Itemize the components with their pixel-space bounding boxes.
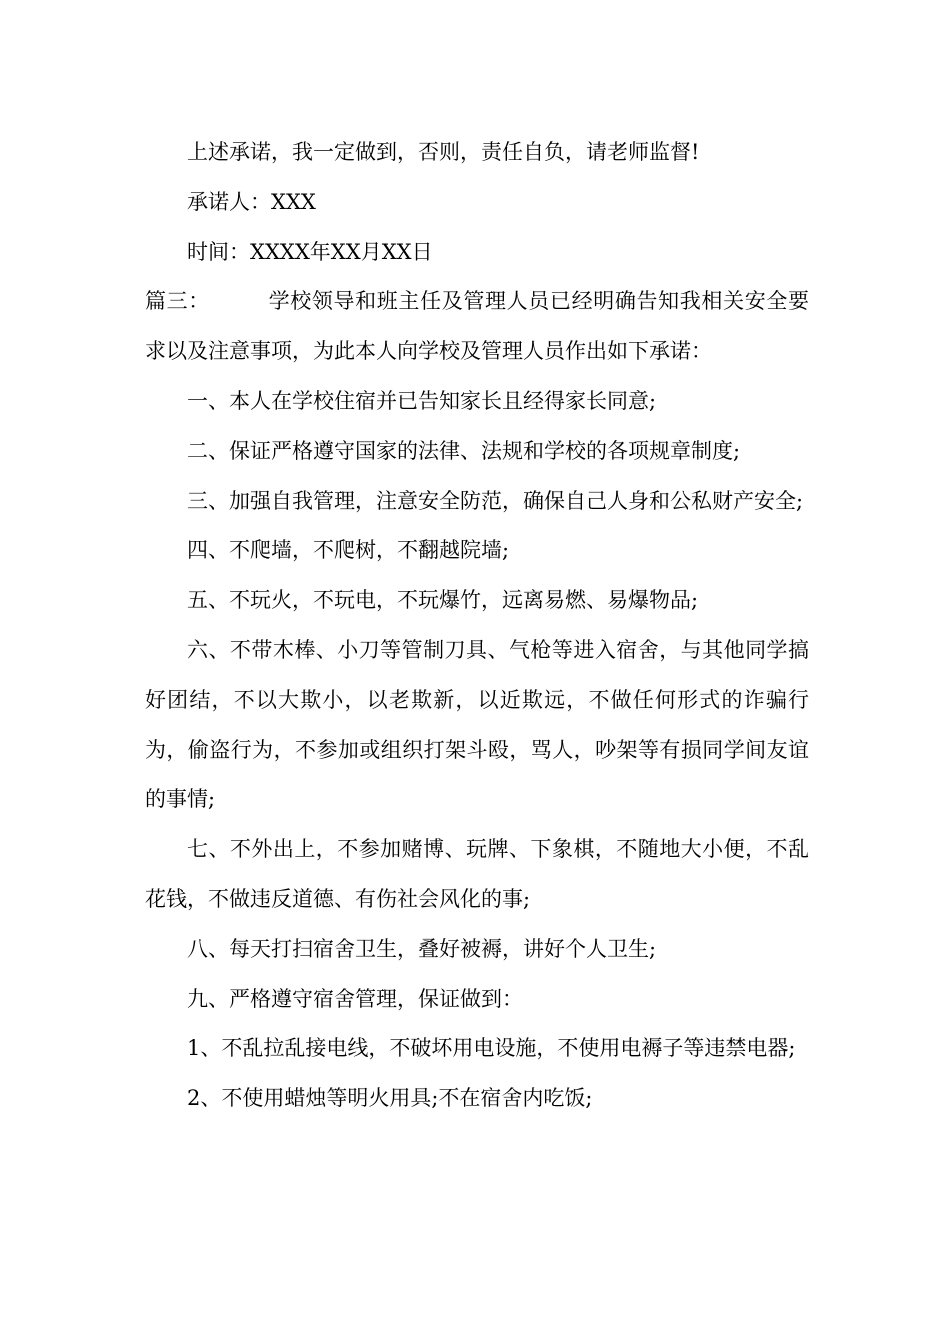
- paragraph-item-3: 三、加强自我管理，注意安全防范，确保自己人身和公私财产安全;: [187, 488, 804, 513]
- section-label: 篇三：: [145, 289, 210, 314]
- paragraph-subitem-1: 1、不乱拉乱接电线，不破坏用电设施，不使用电褥子等违禁电器;: [187, 1036, 796, 1061]
- paragraph-section-three-intro: [145, 277, 809, 377]
- paragraph-promise-closing: 上述承诺，我一定做到，否则，责任自负，请老师监督!: [187, 140, 700, 164]
- paragraph-item-1: 一、本人在学校住宿并已告知家长且经得家长同意;: [187, 388, 657, 413]
- paragraph-item-7: 七、不外出上，不参加赌博、玩牌、下象棋，不随地大小便，不乱花钱，不做违反道德、有伤社会风化的事;: [145, 837, 809, 911]
- paragraph-subitem-2: 2、不使用蜡烛等明火用具;不在宿舍内吃饭;: [187, 1086, 593, 1111]
- paragraph-signatory: 承诺人：XXX: [187, 189, 316, 214]
- paragraph-item-8: 八、每天打扫宿舍卫生，叠好被褥，讲好个人卫生;: [187, 936, 657, 961]
- paragraph-date: 时间：XXXX年XX月XX日: [187, 239, 433, 264]
- paragraph-item-5: 五、不玩火，不玩电，不玩爆竹，远离易燃、易爆物品;: [187, 588, 699, 613]
- paragraph-item-4: 四、不爬墙，不爬树，不翻越院墙;: [187, 538, 510, 563]
- section-intro-text: 学校领导和班主任及管理人员已经明确告知我相关安全要求以及注意事项，为此本人向学校及管理人员作出如下承诺：: [145, 289, 810, 364]
- paragraph-item-6: 六、不带木棒、小刀等管制刀具、气枪等进入宿舍，与其他同学搞好团结，不以大欺小，以老欺新，以近欺远，不做任何形式的诈骗行为，偷盗行为，不参加或组织打架斗殴，骂人，吵架等有损同学间友谊的事情;: [145, 637, 809, 812]
- paragraph-item-2: 二、保证严格遵守国家的法律、法规和学校的各项规章制度;: [187, 438, 741, 463]
- paragraph-item-9: 九、严格遵守宿舍管理，保证做到：: [187, 986, 523, 1011]
- document-body: [145, 128, 809, 1124]
